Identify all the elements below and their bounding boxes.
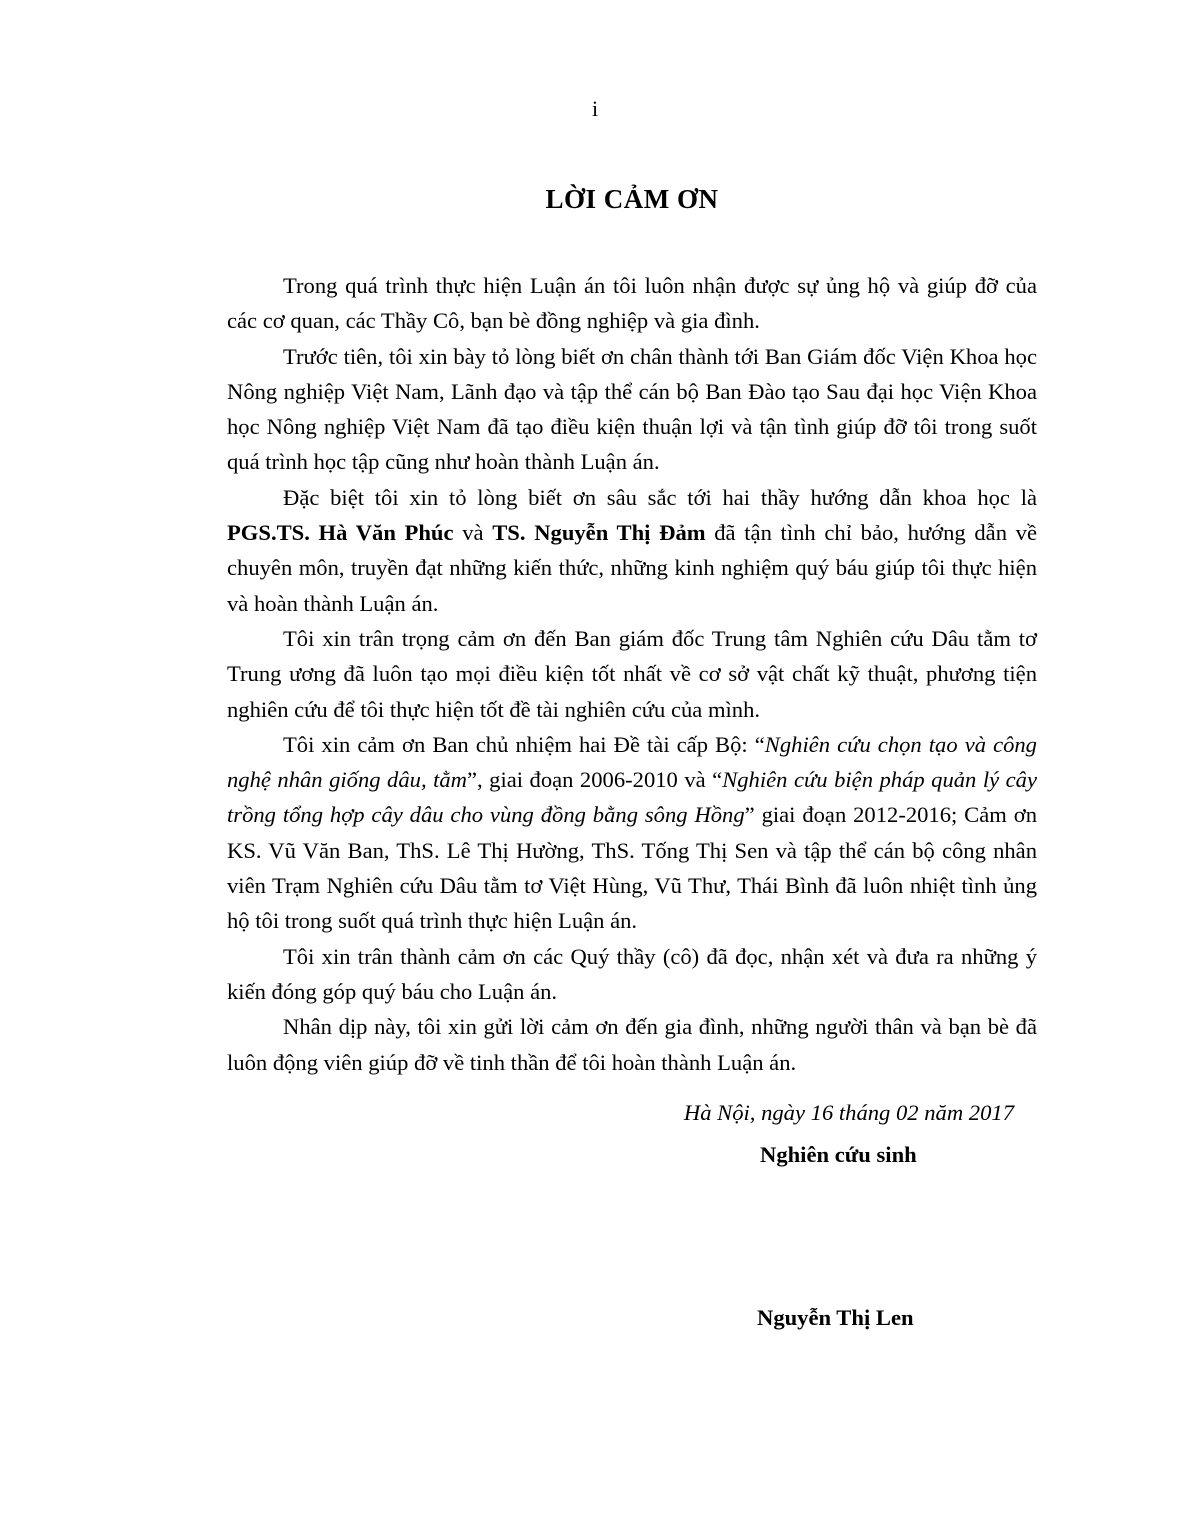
paragraph-3-intro: Đặc biệt tôi xin tỏ lòng biết ơn sâu sắc tới hai thầy hướng dẫn khoa học là bbox=[283, 484, 1037, 510]
paragraph-6: Tôi xin trân thành cảm ơn các Quý thầy (cô) đã đọc, nhận xét và đưa ra những ý kiến đóng góp quý báu cho Luận án. bbox=[227, 943, 1037, 1004]
paragraph-4: Tôi xin trân trọng cảm ơn đến Ban giám đốc Trung tâm Nghiên cứu Dâu tằm tơ Trung ương đã luôn tạo mọi điều kiện tốt nhất về cơ sở vật chất kỹ thuật, phương tiện nghiên cứu để tôi thực hiện tốt đề tài nghiên cứu của mình. bbox=[227, 625, 1037, 722]
advisor-1-name: PGS.TS. Hà Văn Phúc bbox=[227, 520, 454, 546]
paragraph-3-rest: đã tận tình chỉ bảo, hướng dẫn về chuyên môn, truyền đạt những kiến thức, những kinh nghiệm quý báu giúp tôi thực hiện và hoàn thành Luận án. bbox=[227, 520, 1038, 616]
project-1-title: Nghiên cứu chọn tạo và công nghệ nhân giống dâu, tằm bbox=[227, 731, 1037, 793]
place-and-date: Hà Nội, ngày 16 tháng 02 năm 2017 bbox=[683, 1100, 1014, 1125]
paragraph-1: Trong quá trình thực hiện Luận án tôi luôn nhận được sự ủng hộ và giúp đỡ của các cơ quan, các Thầy Cô, bạn bè đồng nghiệp và gia đình. bbox=[227, 273, 1037, 334]
paragraph-2: Trước tiên, tôi xin bày tỏ lòng biết ơn chân thành tới Ban Giám đốc Viện Khoa học Nông nghiệp Việt Nam, Lãnh đạo và tập thể cán bộ Ban Đào tạo Sau đại học Viện Khoa học Nông nghiệp Việt Nam đã tạo điều kiện thuận lợi và tận tình giúp đỡ tôi trong suốt quá trình học tập cũng như hoàn thành Luận án. bbox=[227, 343, 1037, 475]
paragraph-3-connector: và bbox=[453, 520, 493, 546]
paragraph-5-intro: Tôi xin cảm ơn Ban chủ nhiệm hai Đề tài cấp Bộ: “ bbox=[283, 731, 765, 757]
page-title: LỜI CẢM ƠN bbox=[545, 184, 719, 214]
signer-role: Nghiên cứu sinh bbox=[760, 1142, 917, 1167]
paragraph-5 bbox=[227, 727, 1037, 939]
paragraph-3 bbox=[227, 480, 1037, 621]
project-2-title: Nghiên cứu biện pháp quản lý cây trồng tổng hợp cây dâu cho vùng đồng bằng sông Hồng bbox=[227, 767, 1037, 828]
paragraph-7: Nhân dịp này, tôi xin gửi lời cảm ơn đến gia đình, những người thân và bạn bè đã luôn động viên giúp đỡ về tinh thần để tôi hoàn thành Luận án. bbox=[227, 1014, 1037, 1075]
paragraph-5-mid: ”, giai đoạn 2006-2010 và “ bbox=[466, 767, 723, 793]
paragraph-5-rest: ” giai đoạn 2012-2016; Cảm ơn KS. Vũ Văn Ban, ThS. Lê Thị Hường, ThS. Tống Thị Sen và tập thể cán bộ công nhân viên Trạm Nghiên cứu Dâu tằm tơ Việt Hùng, Vũ Thư, Thái Bình đã luôn nhiệt tình ủng hộ tôi trong suốt quá trình thực hiện Luận án. bbox=[227, 802, 1037, 934]
acknowledgement-body bbox=[227, 268, 1037, 1080]
page-number: i bbox=[591, 96, 599, 121]
advisor-2-name: TS. Nguyễn Thị Đảm bbox=[492, 520, 706, 546]
signer-name: Nguyễn Thị Len bbox=[757, 1305, 914, 1330]
